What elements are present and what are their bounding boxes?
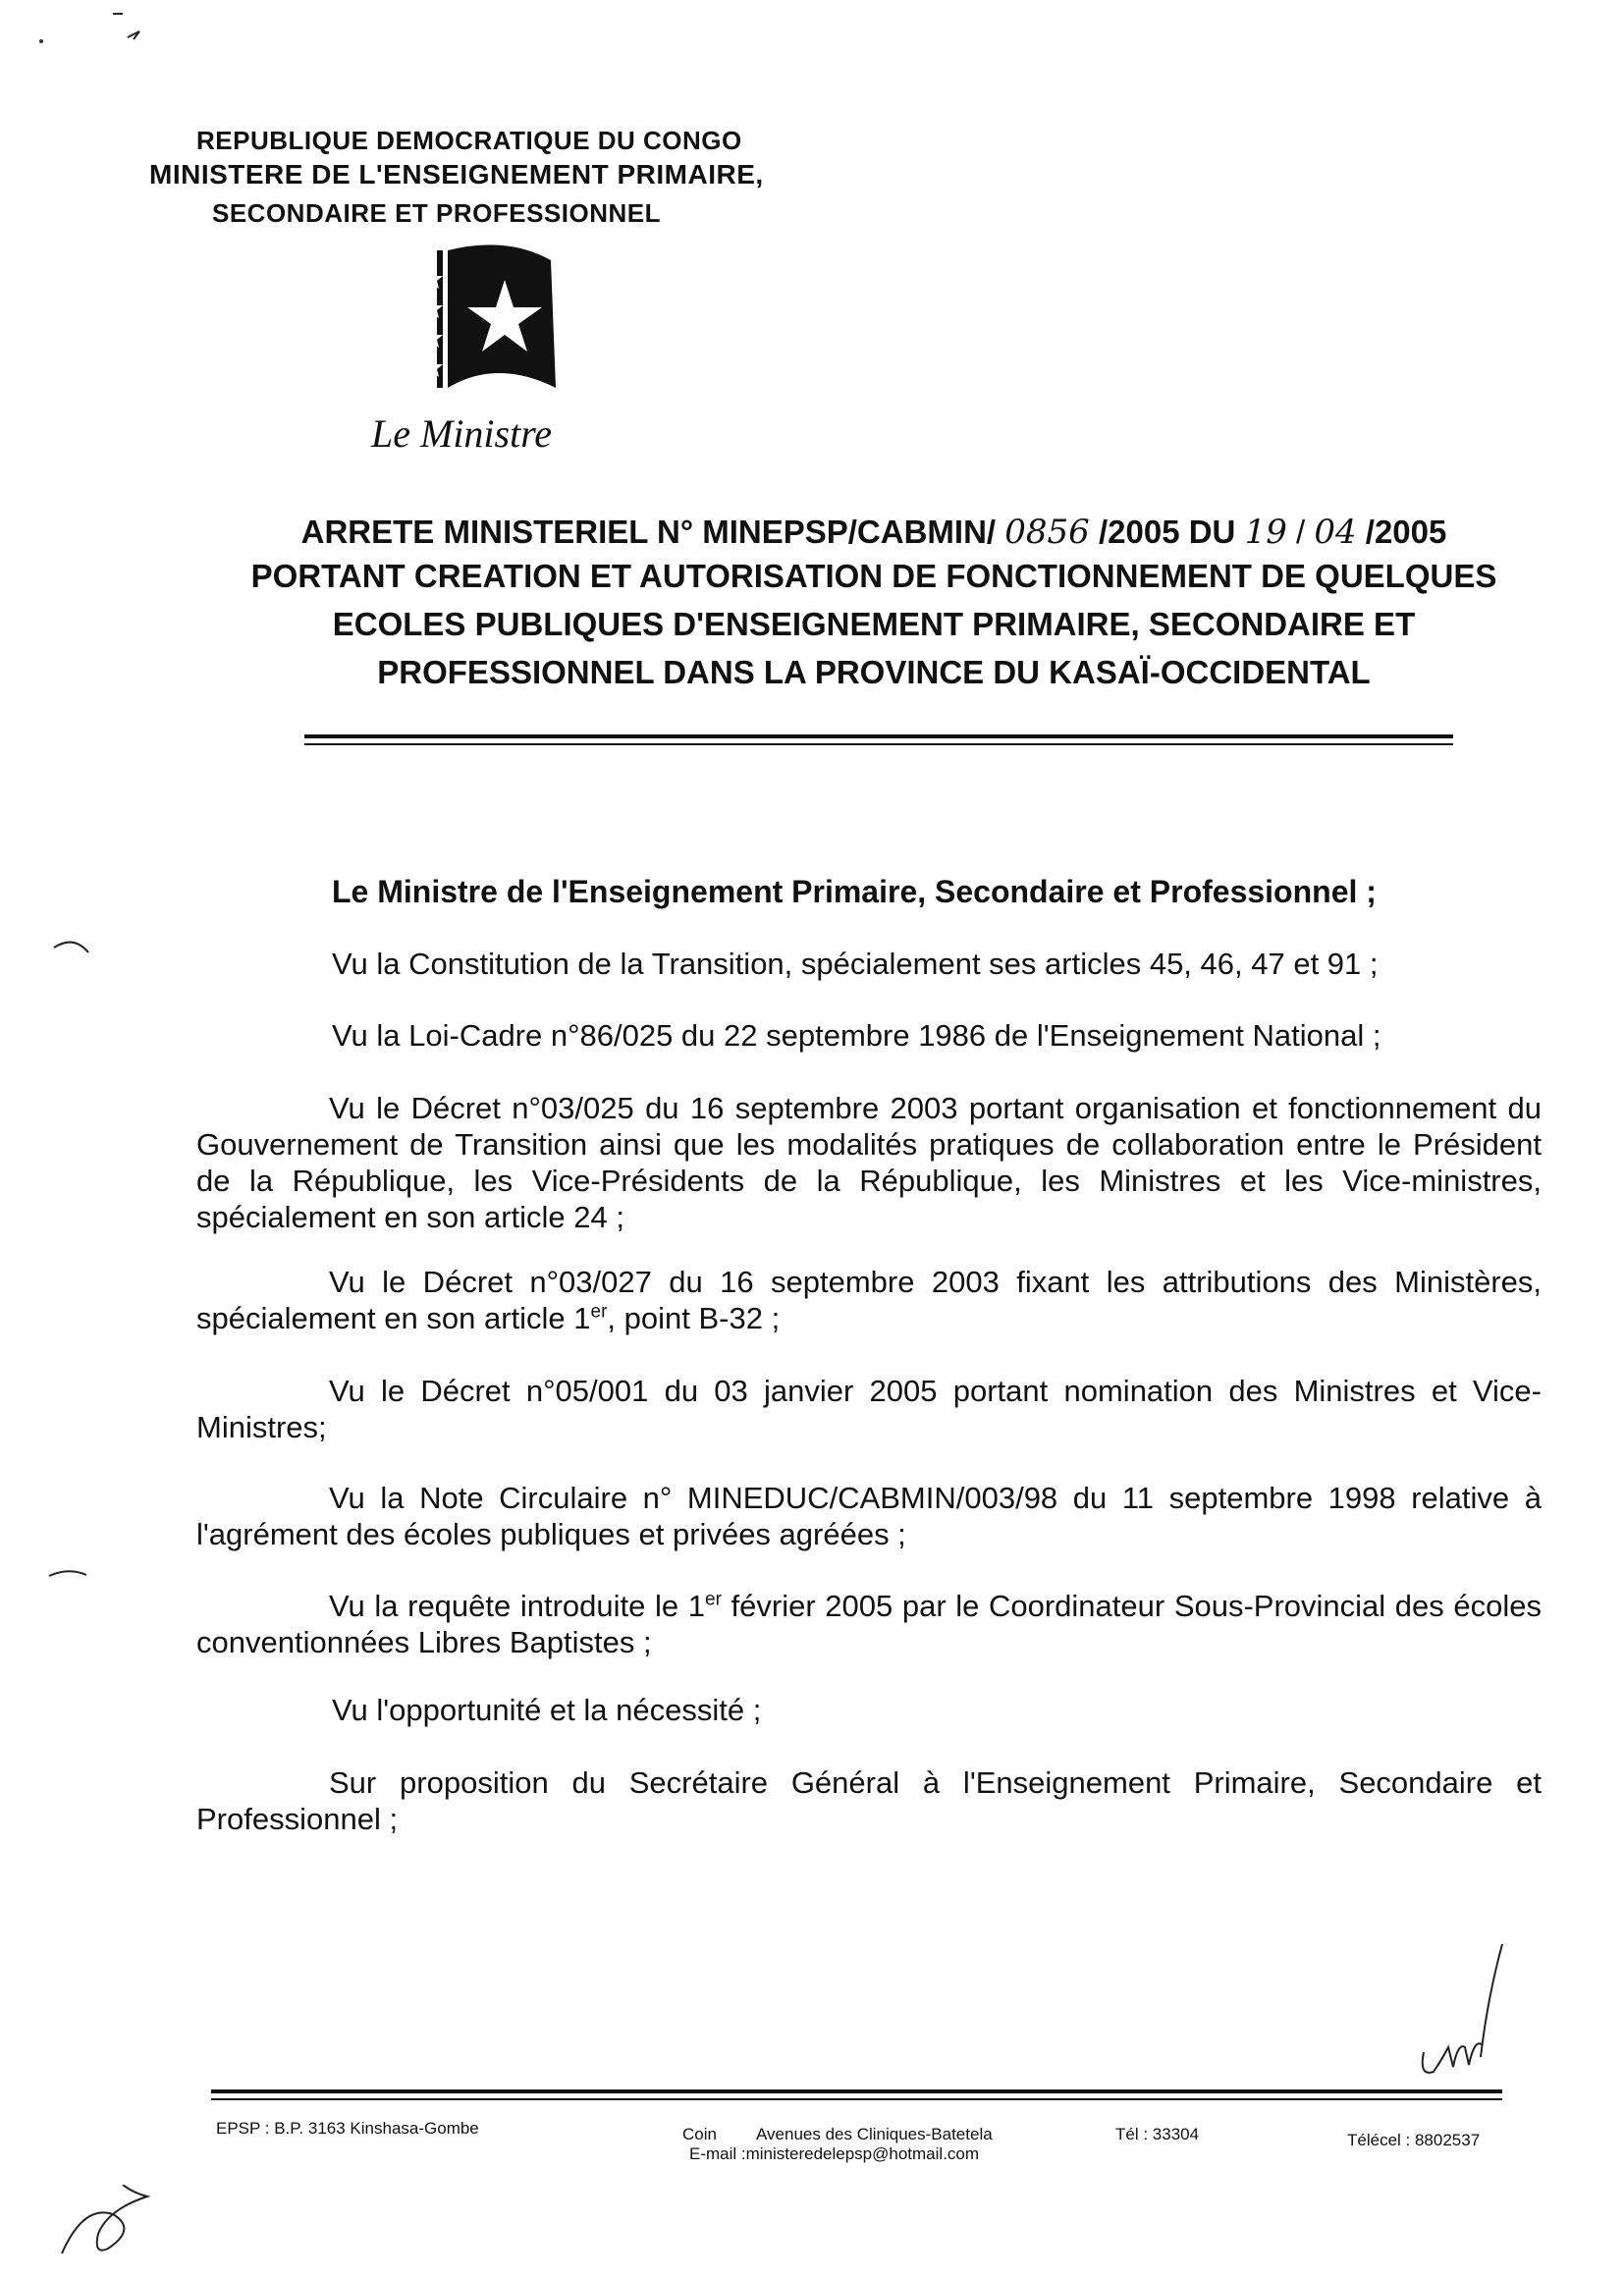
footer-avenues: Avenues des Cliniques-Batetela xyxy=(756,2125,993,2143)
arrete-sep: / xyxy=(1296,514,1306,550)
footer-address: EPSP : B.P. 3163 Kinshasa-Gombe xyxy=(216,2119,479,2138)
minister-title: Le Ministre xyxy=(371,411,553,456)
title-divider-thin xyxy=(304,743,1453,745)
vu-requete: Vu la requête introduite le 1er février 2005 par le Coordinateur Sous-Provincial des écoles conventionnées Libres Baptistes ; xyxy=(196,1589,1542,1659)
vu-decret-05-001: Vu le Décret n°05/001 du 03 janvier 2005 portant nomination des Ministres et Vice-Ministres; xyxy=(196,1374,1542,1444)
vu-decret-03-025: Vu le Décret n°03/025 du 16 septembre 2003 portant organisation et fonctionnement du Gouvernement de Transition ainsi que les modalités pratiques de collaboration entre le Président de la République, les Vice-Présidents de la République, les Ministres et les Vice-ministres, spécialement en son article 24 ; xyxy=(196,1091,1542,1234)
arrete-number-handwritten: 0856 xyxy=(1004,513,1090,552)
vu-opportunite: Vu l'opportunité et la nécessité ; xyxy=(332,1693,762,1727)
arrete-year: /2005 DU xyxy=(1098,514,1236,550)
arrete-month-handwritten: 04 xyxy=(1314,513,1357,552)
footer-telecel: Télécel : 8802537 xyxy=(1347,2131,1481,2149)
arrete-title-line2: PORTANT CREATION ET AUTORISATION DE FONCTIONNEMENT DE QUELQUES xyxy=(250,558,1497,594)
republic-name: REPUBLIQUE DEMOCRATIQUE DU CONGO xyxy=(196,126,742,155)
footer-coin: Coin xyxy=(682,2125,717,2143)
footer-tel: Tél : 33304 xyxy=(1115,2125,1200,2143)
flag-star-icon xyxy=(418,241,566,398)
initials-signature xyxy=(1404,1939,1532,2087)
scan-tick xyxy=(128,31,139,39)
arrete-title-line xyxy=(196,513,1551,552)
vu-note-circulaire: Vu la Note Circulaire n° MINEDUC/CABMIN/003/98 du 11 septembre 1998 relative à l'agrément des écoles publiques et privées agréées ; xyxy=(196,1481,1542,1551)
footer-email: E-mail :ministeredelepsp@hotmail.com xyxy=(689,2144,980,2163)
ministry-name-cont: SECONDAIRE ET PROFESSIONNEL xyxy=(212,198,661,228)
title-divider xyxy=(304,734,1453,738)
vu-constitution: Vu la Constitution de la Transition, spécialement ses articles 45, 46, 47 et 91 ; xyxy=(332,947,1379,981)
scan-margin-mark xyxy=(49,1571,86,1576)
arrete-day-handwritten: 19 xyxy=(1244,513,1287,552)
scan-dot xyxy=(39,39,43,43)
ministry-name: MINISTERE DE L'ENSEIGNEMENT PRIMAIRE, xyxy=(149,159,764,190)
sur-proposition: Sur proposition du Secrétaire Général à l'Enseignement Primaire, Secondaire et Professionnel ; xyxy=(196,1765,1542,1836)
minister-heading: Le Ministre de l'Enseignement Primaire, Secondaire et Professionnel ; xyxy=(332,874,1377,909)
arrete-title-line4: PROFESSIONNEL DANS LA PROVINCE DU KASAÏ-OCCIDENTAL xyxy=(377,654,1371,690)
arrete-year-end: /2005 xyxy=(1365,514,1447,550)
vu-decret-03-027: Vu le Décret n°03/027 du 16 septembre 2003 fixant les attributions des Ministères, spécialement en son article 1er, point B-32 ; xyxy=(196,1265,1542,1335)
vu-loi-cadre: Vu la Loi-Cadre n°86/025 du 22 septembre 1986 de l'Enseignement National ; xyxy=(332,1018,1381,1053)
footer-divider-thin xyxy=(211,2098,1502,2100)
footer-divider xyxy=(211,2089,1502,2093)
paraph-signature xyxy=(54,2185,162,2263)
arrete-title-line3: ECOLES PUBLIQUES D'ENSEIGNEMENT PRIMAIRE, SECONDAIRE ET xyxy=(332,606,1416,642)
arrete-prefix: ARRETE MINISTERIEL N° MINEPSP/CABMIN/ xyxy=(300,514,997,550)
scan-margin-mark xyxy=(54,943,88,952)
